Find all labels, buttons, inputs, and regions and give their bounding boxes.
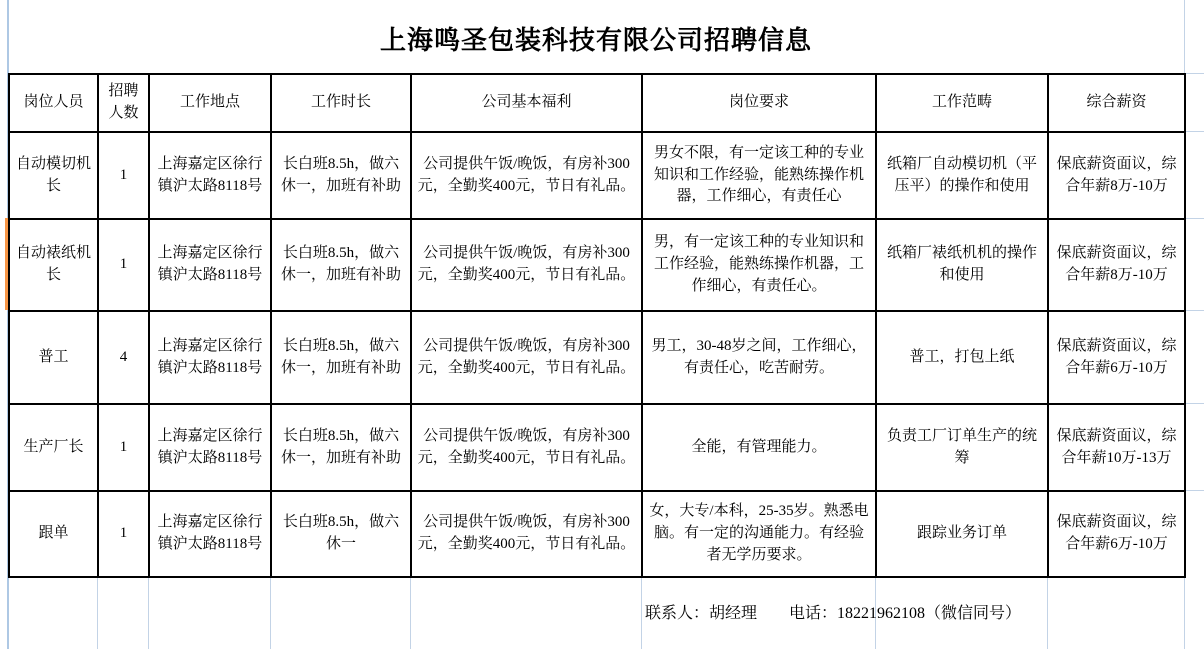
contact-line bbox=[645, 576, 1184, 646]
table-cell: 保底薪资面议，综合年薪6万-10万 bbox=[1048, 491, 1185, 577]
table-cell: 长白班8.5h，做六休一 bbox=[271, 491, 411, 577]
page-title: 上海鸣圣包装科技有限公司招聘信息 bbox=[379, 25, 812, 55]
column-header: 综合薪资 bbox=[1048, 74, 1185, 132]
table-cell: 保底薪资面议，综合年薪8万-10万 bbox=[1048, 132, 1185, 219]
table-cell: 公司提供午饭/晚饭，有房补300元，全勤奖400元，节日有礼品。 bbox=[411, 219, 642, 311]
table-cell: 全能，有管理能力。 bbox=[642, 404, 876, 491]
margin-gridline bbox=[1184, 131, 1204, 132]
table-cell: 男工，30-48岁之间，工作细心，有责任心，吃苦耐劳。 bbox=[642, 311, 876, 404]
table-cell: 长白班8.5h，做六休一，加班有补助 bbox=[271, 404, 411, 491]
table-cell: 公司提供午饭/晚饭，有房补300元，全勤奖400元，节日有礼品。 bbox=[411, 311, 642, 404]
table-cell: 1 bbox=[98, 219, 149, 311]
table-cell: 男，有一定该工种的专业知识和工作经验，能熟练操作机器，工作细心，有责任心。 bbox=[642, 219, 876, 311]
table-row bbox=[9, 219, 1185, 311]
table-cell: 生产厂长 bbox=[9, 404, 98, 491]
table-cell: 纸箱厂裱纸机机的操作和使用 bbox=[876, 219, 1048, 311]
table-cell: 上海嘉定区徐行镇沪太路8118号 bbox=[149, 491, 271, 577]
table-cell: 公司提供午饭/晚饭，有房补300元，全勤奖400元，节日有礼品。 bbox=[411, 404, 642, 491]
column-header: 招聘人数 bbox=[98, 74, 149, 132]
table-cell: 普工，打包上纸 bbox=[876, 311, 1048, 404]
table-cell: 上海嘉定区徐行镇沪太路8118号 bbox=[149, 219, 271, 311]
footer-gridline bbox=[270, 577, 271, 649]
table-cell: 1 bbox=[98, 491, 149, 577]
table-cell: 1 bbox=[98, 132, 149, 219]
footer-gridline bbox=[641, 577, 642, 649]
table-cell: 4 bbox=[98, 311, 149, 404]
table-cell: 自动模切机长 bbox=[9, 132, 98, 219]
table-cell: 跟单 bbox=[9, 491, 98, 577]
table-cell: 公司提供午饭/晚饭，有房补300元，全勤奖400元，节日有礼品。 bbox=[411, 132, 642, 219]
table-cell: 保底薪资面议，综合年薪6万-10万 bbox=[1048, 311, 1185, 404]
table-cell: 负责工厂订单生产的统筹 bbox=[876, 404, 1048, 491]
table-cell: 长白班8.5h，做六休一，加班有补助 bbox=[271, 132, 411, 219]
column-header: 工作时长 bbox=[271, 74, 411, 132]
column-header: 岗位人员 bbox=[9, 74, 98, 132]
column-header: 公司基本福利 bbox=[411, 74, 642, 132]
contact-phone: 电话：18221962108（微信同号） bbox=[789, 604, 1022, 622]
table-cell: 长白班8.5h，做六休一，加班有补助 bbox=[271, 311, 411, 404]
table-row bbox=[9, 491, 1185, 577]
table-header-row bbox=[9, 74, 1185, 132]
margin-gridline bbox=[1184, 73, 1204, 74]
table-cell: 跟踪业务订单 bbox=[876, 491, 1048, 577]
footer-gridline bbox=[148, 577, 149, 649]
margin-gridline bbox=[1184, 218, 1204, 219]
table-cell: 保底薪资面议，综合年薪8万-10万 bbox=[1048, 219, 1185, 311]
table-cell: 女，大专/本科，25-35岁。熟悉电脑。有一定的沟通能力。有经验者无学历要求。 bbox=[642, 491, 876, 577]
column-header: 工作地点 bbox=[149, 74, 271, 132]
table-row bbox=[9, 132, 1185, 219]
table-cell: 男女不限，有一定该工种的专业知识和工作经验，能熟练操作机器，工作细心，有责任心 bbox=[642, 132, 876, 219]
table-cell: 上海嘉定区徐行镇沪太路8118号 bbox=[149, 132, 271, 219]
table-cell: 纸箱厂自动模切机（平压平）的操作和使用 bbox=[876, 132, 1048, 219]
table-cell: 自动裱纸机长 bbox=[9, 219, 98, 311]
table-row bbox=[9, 404, 1185, 491]
recruitment-table bbox=[8, 73, 1186, 578]
margin-gridline bbox=[1184, 490, 1204, 491]
contact-person: 联系人：胡经理 bbox=[645, 604, 758, 622]
table-cell: 上海嘉定区徐行镇沪太路8118号 bbox=[149, 311, 271, 404]
table-cell: 公司提供午饭/晚饭，有房补300元，全勤奖400元，节日有礼品。 bbox=[411, 491, 642, 577]
table-body bbox=[9, 132, 1185, 577]
table-cell: 1 bbox=[98, 404, 149, 491]
table-cell: 长白班8.5h，做六休一，加班有补助 bbox=[271, 219, 411, 311]
footer-gridline bbox=[410, 577, 411, 649]
margin-gridline bbox=[1184, 403, 1204, 404]
table-cell: 普工 bbox=[9, 311, 98, 404]
margin-gridline bbox=[1184, 310, 1204, 311]
table-cell: 保底薪资面议，综合年薪10万-13万 bbox=[1048, 404, 1185, 491]
footer-gridline bbox=[97, 577, 98, 649]
column-header: 工作范畴 bbox=[876, 74, 1048, 132]
table-cell: 上海嘉定区徐行镇沪太路8118号 bbox=[149, 404, 271, 491]
table-row bbox=[9, 311, 1185, 404]
column-header: 岗位要求 bbox=[642, 74, 876, 132]
